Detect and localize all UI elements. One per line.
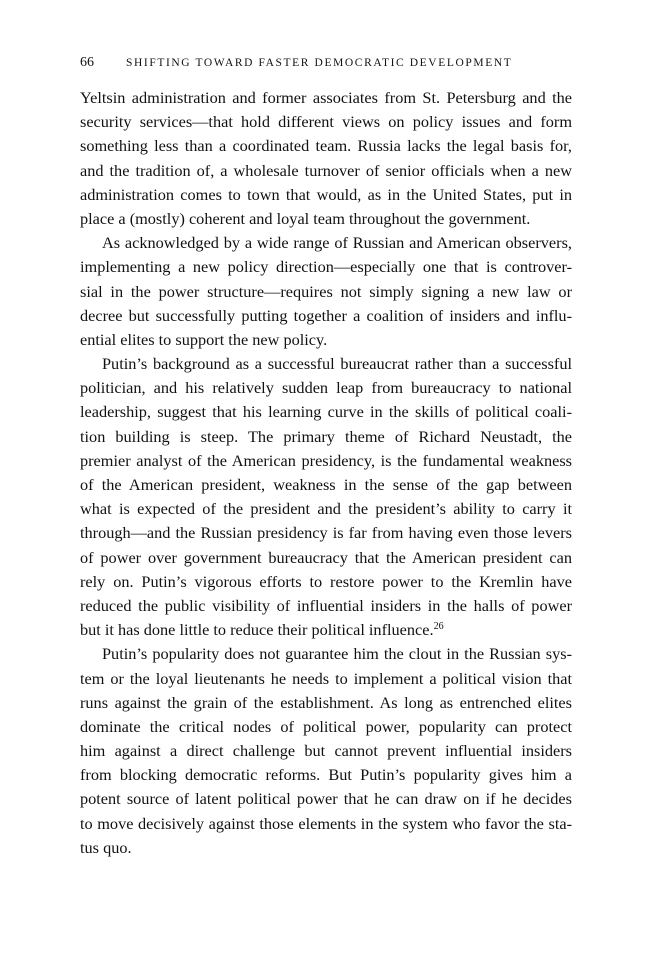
text-line: something less than a coordinated team. Russia lacks the legal basis for,: [80, 136, 572, 156]
paragraph: [80, 86, 572, 231]
paragraph: [80, 352, 572, 642]
text-line: through—and the Russian presidency is far from having even those levers: [80, 523, 572, 543]
text-line: Putin’s popularity does not guarantee him the clout in the Russian sys-: [102, 644, 572, 664]
text-line: tus quo.: [80, 837, 132, 857]
text-line: tion building is steep. The primary theme of Richard Neustadt, the: [80, 426, 572, 446]
text-line: and the tradition of, a wholesale turnover of senior officials when a new: [80, 160, 572, 180]
text-line: ential elites to support the new policy.: [80, 329, 328, 349]
text-line: potent source of latent political power that he can draw on if he decides: [80, 789, 572, 809]
text-line: Yeltsin administration and former associates from St. Petersburg and the: [80, 88, 572, 107]
text-line: rely on. Putin’s vigorous efforts to restore power to the Kremlin have: [80, 571, 572, 591]
text-line: place a (mostly) coherent and loyal team throughout the government.: [80, 208, 531, 228]
text-line: him against a direct challenge but cannot prevent influential insiders: [80, 741, 572, 761]
text-line-content: but it has done little to reduce their political influence.: [80, 620, 434, 640]
text-line: As acknowledged by a wide range of Russian and American observers,: [102, 233, 572, 253]
footnote-reference[interactable]: 26: [433, 621, 444, 633]
running-head: [80, 54, 580, 71]
page-number: 66: [80, 55, 94, 70]
paragraph: [80, 231, 572, 352]
text-line: to move decisively against those elements in the system who favor the sta-: [80, 813, 572, 833]
text-line: dominate the critical nodes of political power, popularity can protect: [80, 716, 572, 736]
text-line: [80, 618, 572, 642]
running-title: SHIFTING TOWARD FASTER DEMOCRATIC DEVELOPMENT: [126, 57, 513, 69]
text-line: politician, and his relatively sudden leap from bureaucracy to national: [80, 378, 572, 398]
text-line: Putin’s background as a successful bureaucrat rather than a successful: [102, 354, 572, 374]
text-line: of the American president, weakness in the sense of the gap between: [80, 475, 572, 494]
text-line: leadership, suggest that his learning curve in the skills of political coali-: [80, 402, 572, 422]
text-line: of power over government bureaucracy that the American president can: [80, 547, 572, 567]
text-line: sial in the power structure—requires not simply signing a new law or: [80, 281, 572, 301]
text-line: from blocking democratic reforms. But Putin’s popularity gives him a: [80, 765, 572, 785]
text-line: what is expected of the president and the president’s ability to carry it: [80, 499, 572, 519]
body-text: [80, 86, 572, 860]
text-line: security services—that hold different views on policy issues and form: [80, 112, 572, 132]
text-line: implementing a new policy direction—especially one that is controver-: [80, 257, 572, 277]
text-line: reduced the public visibility of influential insiders in the halls of power: [80, 595, 572, 615]
text-line: decree but successfully putting together a coalition of insiders and influ-: [80, 305, 572, 325]
text-line: runs against the grain of the establishment. As long as entrenched elites: [80, 692, 572, 712]
text-line: premier analyst of the American presidency, is the fundamental weakness: [80, 450, 572, 470]
text-line: tem or the loyal lieutenants he needs to implement a political vision that: [80, 668, 572, 688]
text-line: administration comes to town that would, as in the United States, put in: [80, 184, 572, 204]
paragraph: [80, 642, 572, 860]
